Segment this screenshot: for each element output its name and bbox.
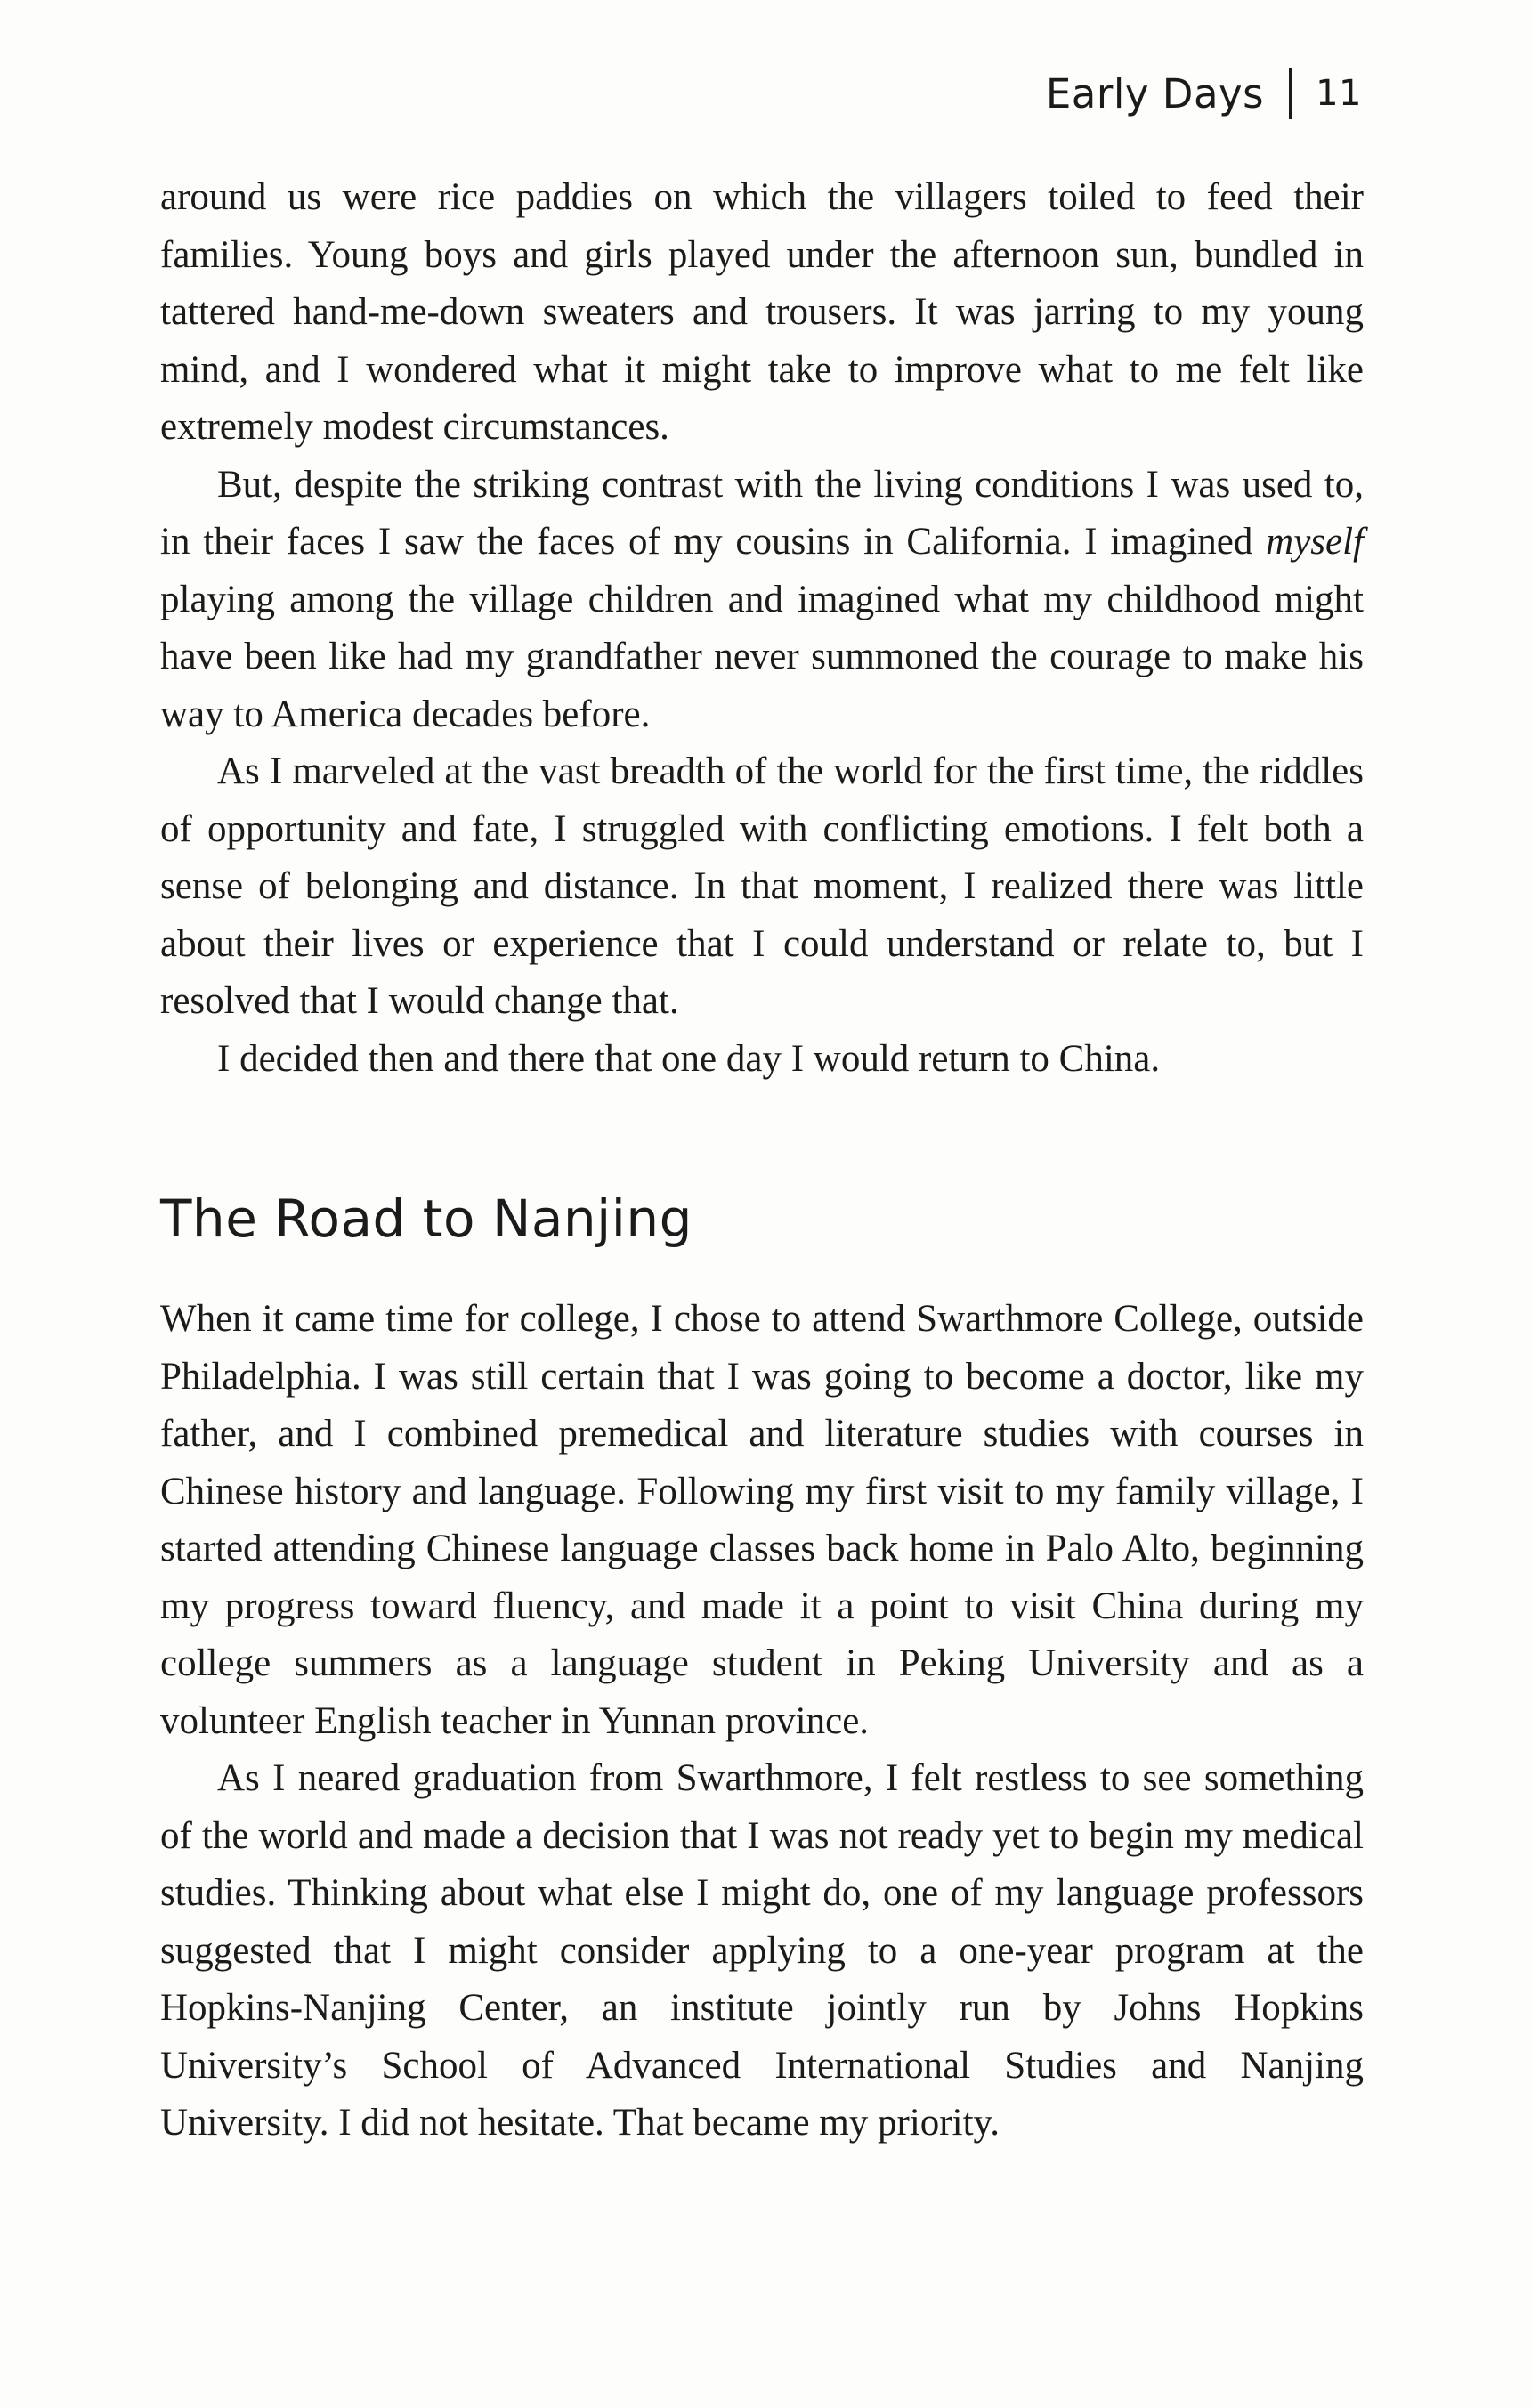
emphasized-word: myself bbox=[1266, 521, 1364, 563]
paragraph bbox=[160, 457, 1364, 744]
paragraph-text: But, despite the striking contrast with the living conditions I was used to, in their faces I saw the faces of my cousins in California. I imagined bbox=[160, 463, 1364, 563]
paragraph: As I neared graduation from Swarthmore, I felt restless to see something of the world and made a decision that I was not ready yet to begin my medical studies. Thinking about what else I might do, one of my language professors suggested that I might consider applying to a one-year program at the Hopkins-Nanjing Center, an institute jointly run by Johns Hopkins University’s School of Advanced International Studies and Nanjing University. I did not hesitate. That became my priority. bbox=[160, 1757, 1364, 2144]
paragraph: around us were rice paddies on which the villagers toiled to feed their families. Young boys and girls played under the afternoon sun, bundled in tattered hand-me-down sweaters and trousers. It was jarring to my young mind, and I wondered what it might take to improve what to me felt like extremely modest circumstances. bbox=[160, 176, 1364, 448]
header-separator bbox=[1289, 68, 1292, 119]
paragraph: As I marveled at the vast breadth of the world for the first time, the riddles of opportunity and fate, I struggled with conflicting emotions. I felt both a sense of belonging and distance. In that moment, I realized there was little about their lives or experience that I could understand or relate to, but I resolved that I would change that. bbox=[160, 750, 1364, 1022]
running-title: Early Days bbox=[1045, 69, 1265, 118]
paragraph: When it came time for college, I chose to attend Swarthmore College, outside Philadelphia. I was still certain that I was going to become a doctor, like my father, and I combined premedical and literature studies with courses in Chinese history and language. Following my first visit to my family village, I started attending Chinese language classes back home in Palo Alto, beginning my progress toward fluency, and made it a point to visit China during my college summers as a language student in Peking University and as a volunteer English teacher in Yunnan province. bbox=[160, 1298, 1364, 1742]
page-body bbox=[160, 169, 1364, 2153]
paragraph: I decided then and there that one day I would return to China. bbox=[217, 1037, 1161, 1080]
running-head bbox=[1046, 68, 1362, 119]
paragraph-text: playing among the village children and imagined what my childhood might have been like had my grandfather never summoned the courage to make his way to America decades before. bbox=[160, 578, 1364, 735]
page-number: 11 bbox=[1316, 73, 1362, 114]
section-heading: The Road to Nanjing bbox=[160, 1188, 693, 1249]
